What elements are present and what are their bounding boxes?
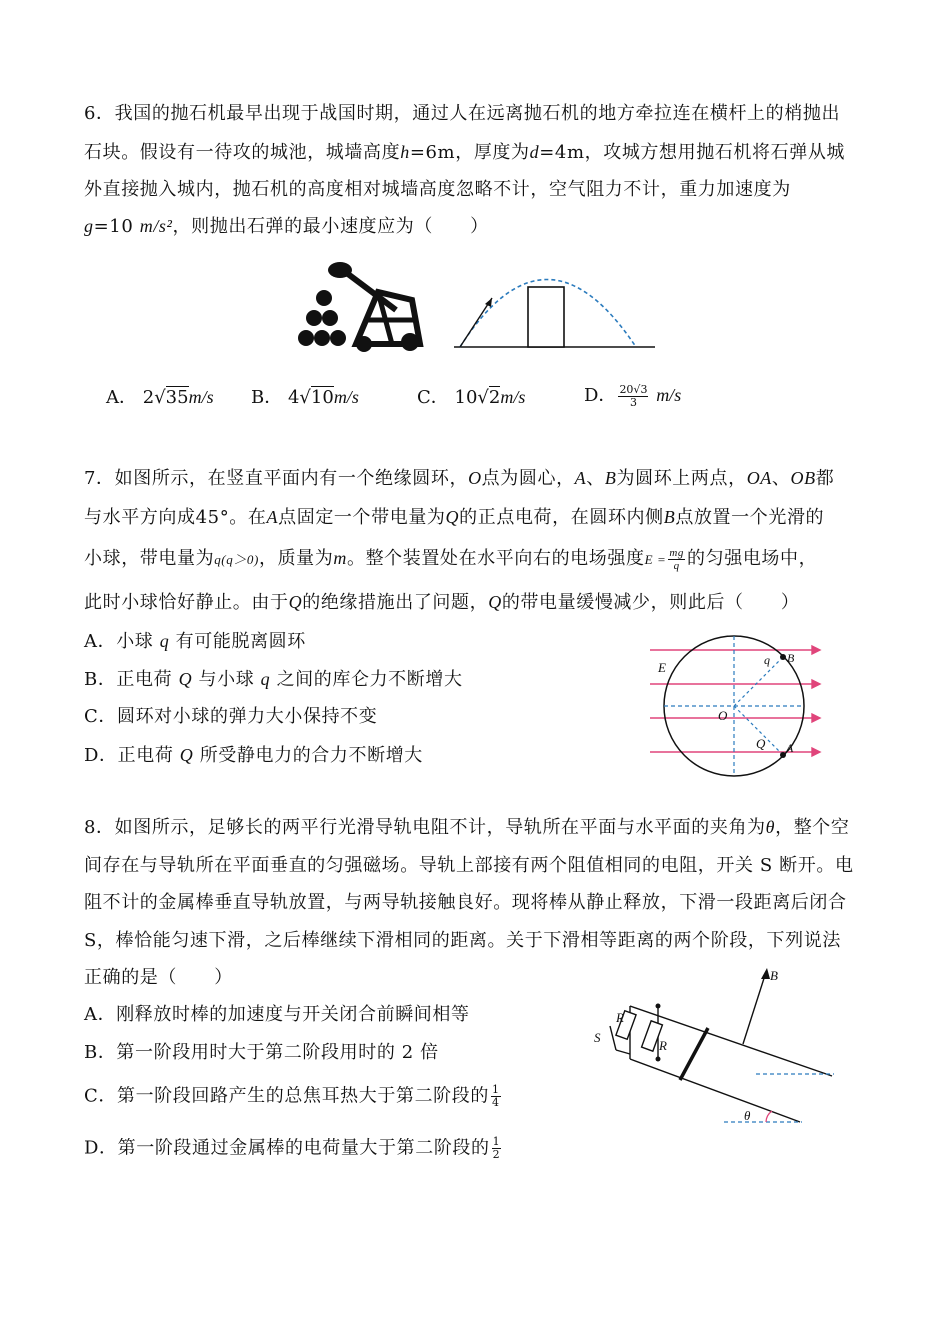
label-b: B <box>770 968 778 983</box>
q6-line-3: 外直接抛入城内，抛石机的高度相对城墙高度忽略不计，空气阻力不计，重力加速度为 <box>84 179 791 200</box>
q8-option-d[interactable]: D．第一阶段通过金属棒的电荷量大于第二阶段的 $\frac{1}{2}$ <box>84 1135 501 1161</box>
q7-line-1: 7．如图所示，在竖直平面内有一个绝缘圆环，O点为圆心，A、B为圆环上两点，OA、OB都 <box>84 468 835 489</box>
label-theta: θ <box>744 1108 751 1123</box>
q8-line-1: 8．如图所示，足够长的两平行光滑导轨电阻不计，导轨所在平面与水平面的夹角为θ，整个空 <box>84 817 850 838</box>
catapult-wheel-back <box>401 333 419 351</box>
catapult-wheel-front <box>356 336 372 352</box>
q6-option-c[interactable]: C． 10√2m/s <box>417 387 526 408</box>
label-r2: R <box>659 1038 667 1053</box>
ball-b <box>780 654 786 660</box>
q6-line-1: 6．我国的抛石机最早出现于战国时期，通过人在远离抛石机的地方牵拉连在横杆上的梢抛出 <box>84 103 841 124</box>
q7-option-b[interactable]: B．正电荷 Q 与小球 q 之间的库仑力不断增大 <box>84 669 463 690</box>
catapult-illustration <box>296 258 436 354</box>
q7-line-4: 此时小球恰好静止。由于Q的绝缘措施出了问题，Q的带电量缓慢减少，则此后（ ） <box>84 592 800 613</box>
q7-option-d[interactable]: D．正电荷 Q 所受静电力的合力不断增大 <box>84 745 423 766</box>
field-lines <box>650 646 820 756</box>
metal-rod <box>680 1028 708 1080</box>
q6-option-b[interactable]: B． 4√10m/s <box>251 387 359 408</box>
angle-arc <box>766 1111 772 1122</box>
ring-field-diagram <box>640 636 830 786</box>
q8-option-a[interactable]: A．刚释放时棒的加速度与开关闭合前瞬间相等 <box>84 1004 470 1025</box>
switch-s <box>610 1026 616 1050</box>
q7-option-a[interactable]: A．小球 q 有可能脱离圆环 <box>84 631 306 652</box>
field-arrow-b <box>743 972 766 1044</box>
velocity-arrow <box>460 298 492 347</box>
q6-option-a[interactable]: A． 2√35m/s <box>106 387 214 408</box>
q8-line-4: S，棒恰能匀速下滑，之后棒继续下滑相同的距离。关于下滑相等距离的两个阶段，下列说法 <box>84 930 841 951</box>
q6-line-4: g=10 m/s²，则抛出石弹的最小速度应为（ ） <box>84 216 489 237</box>
q8-line-5: 正确的是（ ） <box>84 967 233 988</box>
label-r1: R <box>616 1010 624 1025</box>
radius-ob <box>734 657 783 706</box>
q8-line-3: 阻不计的金属棒垂直导轨放置，与两导轨接触良好。现将棒从静止释放，下滑一段距离后闭合 <box>84 892 847 913</box>
label-o: O <box>718 708 728 723</box>
q8-line-2: 间存在与导轨所在平面垂直的匀强磁场。导轨上部接有两个阻值相同的电阻，开关 S 断开。电 <box>84 855 854 876</box>
q6-line-2: 石块。假设有一待攻的城池，城墙高度h=6m，厚度为d=4m，攻城方想用抛石机将石弹从城 <box>84 142 846 163</box>
inclined-rails-diagram <box>588 964 838 1129</box>
label-q-big: Q <box>756 736 766 751</box>
q8-option-c[interactable]: C．第一阶段回路产生的总焦耳热大于第二阶段的 $\frac{1}{4}$ <box>84 1083 500 1109</box>
lower-rail <box>630 1059 800 1122</box>
q8-option-b[interactable]: B．第一阶段用时大于第二阶段用时的 2 倍 <box>84 1042 439 1063</box>
q6-option-d[interactable]: D． $\frac{20√3}{3}$ m/s <box>584 382 682 409</box>
label-q-small: q <box>764 653 770 667</box>
q7-line-3: 小球，带电量为q(q＞0)，质量为m。整个装置处在水平向右的电场强度E = $\frac{mg}{q}$ 的匀强电场中， <box>84 546 818 572</box>
q7-line-2: 与水平方向成45°。在A点固定一个带电量为Q的正点电荷，在圆环内侧B点放置一个光滑的 <box>84 507 825 528</box>
city-wall <box>528 287 564 347</box>
trajectory-diagram <box>450 262 660 354</box>
label-a: A <box>786 741 794 755</box>
label-b: B <box>787 651 795 665</box>
label-s: S <box>594 1030 601 1045</box>
stone-pile <box>316 290 332 306</box>
q7-option-c[interactable]: C．圆环对小球的弹力大小保持不变 <box>84 706 378 727</box>
label-e: E <box>658 660 666 675</box>
